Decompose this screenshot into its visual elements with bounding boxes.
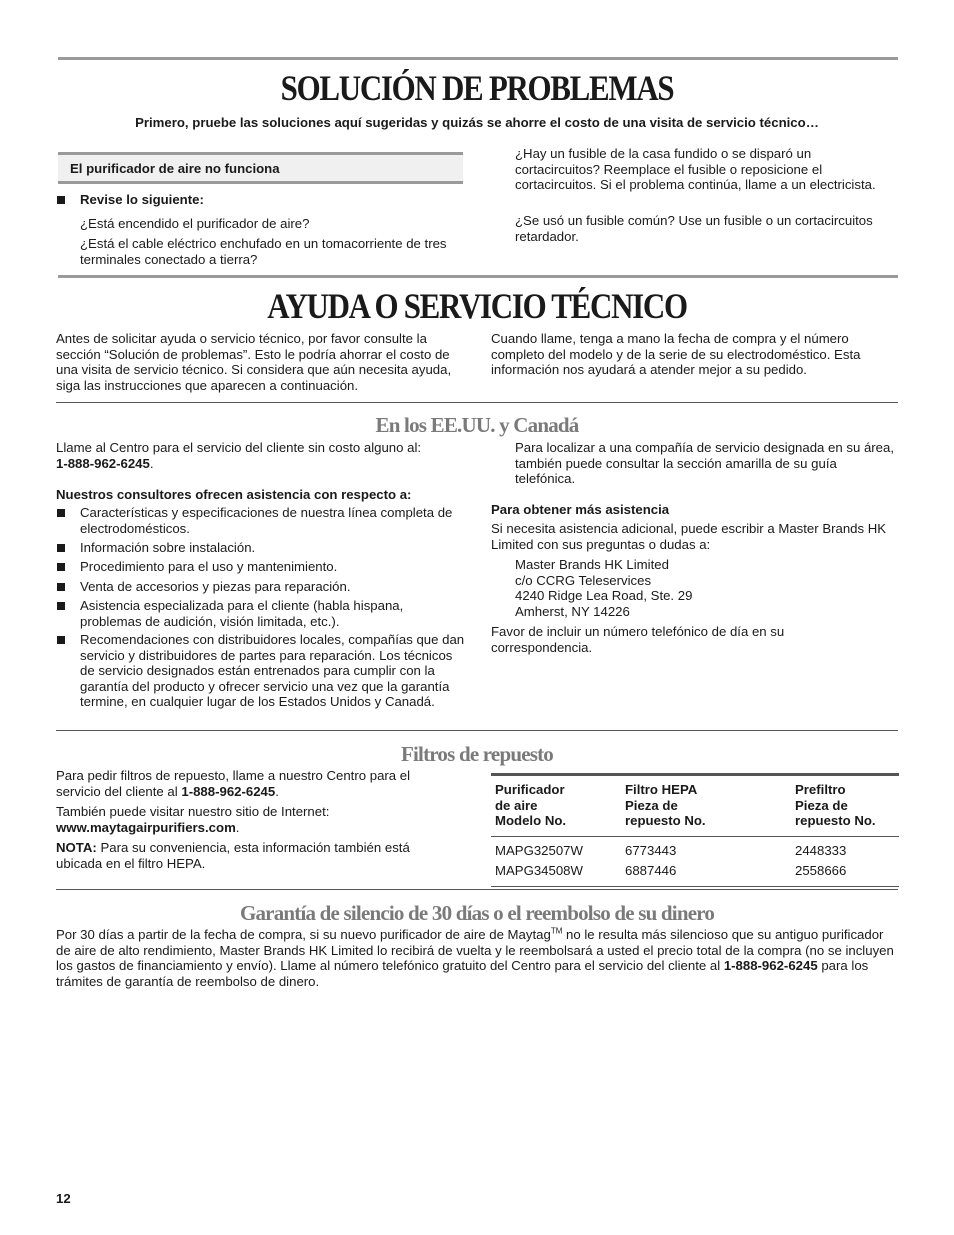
list-item-text: Información sobre instalación. (80, 540, 256, 555)
bullet-square (57, 583, 65, 591)
bullet-square (57, 196, 65, 204)
bullet-square (57, 509, 65, 517)
fuse-paragraph: ¿Hay un fusible de la casa fundido o se disparó un cortacircuitos? Reemplace el fusible o reposicione el cortacircuitos. Si el problema continúa, llame a un electricista. (515, 146, 876, 193)
header-hepa: Filtro HEPA Pieza de repuesto No. (625, 782, 706, 829)
call-center-text (56, 440, 466, 471)
section-rule (58, 275, 898, 278)
guarantee-text-part: Por 30 días a partir de la fecha de compra, si su nuevo purificador de aire de Maytag (56, 927, 551, 942)
trademark: TM (550, 926, 563, 936)
troubleshooting-title: SOLUCIÓN DE PROBLEMAS (280, 68, 674, 108)
guarantee-text-part: no le resulta más silencioso que su antiguo purificador de aire de alto rendimiento, Master Brands HK Limited lo recibirá de vuelta y le reembolsará a usted el precio total de la compra (no se incluyen los gastos de financiamiento y envío). Llame al número telefónico gratuito del Centro para el servicio del cliente al (56, 927, 894, 974)
phone-number: 1-888-962-6245 (56, 455, 150, 471)
bullet-square (57, 563, 65, 571)
guarantee-text-part: para los trámites de garantía de reembolso de dinero. (56, 958, 869, 989)
filters-order-text (56, 768, 456, 799)
more-help-text: Si necesita asistencia adicional, puede escribir a Master Brands HK Limited con sus preguntas o dudas a: (491, 521, 887, 552)
address-line: c/o CCRG Teleservices (515, 572, 652, 588)
usa-rule (56, 402, 898, 403)
problem-label: El purificador de aire no funciona (70, 161, 280, 176)
filters-heading: Filtros de repuesto (400, 742, 553, 766)
list-item-text: Asistencia especializada para el cliente (habla hispana, problemas de audición, visión limitada, etc.). (80, 598, 404, 629)
web-text: También puede visitar nuestro sitio de Internet: (56, 804, 330, 819)
daytime-phone-note: Favor de incluir un número telefónico de día en su correspondencia. (491, 624, 785, 655)
list-item-text: Características y especificaciones de nuestra línea completa de electrodomésticos. (80, 505, 453, 536)
consultants-heading: Nuestros consultores ofrecen asistencia con respecto a: (56, 487, 412, 502)
header-prefilter: Prefiltro Pieza de repuesto No. (795, 782, 876, 829)
note-label: NOTA: (56, 840, 97, 855)
call-text: Llame al Centro para el servicio del cliente sin costo alguno al: (56, 440, 422, 455)
troubleshooting-intro: Primero, pruebe las soluciones aquí sugeridas y quizás se ahorre el costo de una visita de servicio técnico… (135, 115, 819, 130)
list-item-text: Venta de accesorios y piezas para reparación. (80, 579, 351, 594)
guarantee-text (56, 927, 898, 989)
filters-note (56, 840, 456, 871)
service-intro-left: Antes de solicitar ayuda o servicio técnico, por favor consulte la sección “Solución de problemas”. Esto le podría ahorrar el costo de una visita de servicio técnico. Si considera que aún necesita ayuda, siga las instrucciones que aparecen a continuación. (56, 331, 452, 393)
check-item: ¿Está el cable eléctrico enchufado en un tomacorriente de tres terminales conectado a tierra? (80, 236, 447, 267)
table-cell: 6773443 (625, 842, 677, 858)
guarantee-rule (56, 889, 898, 890)
usa-canada-heading: En los EE.UU. y Canadá (375, 413, 579, 437)
bullet-square (57, 544, 65, 552)
website-period: . (235, 819, 240, 835)
service-intro-right: Cuando llame, tenga a mano la fecha de compra y el número completo del modelo y de la serie de su electrodoméstico. Esta información nos ayudará a atender mejor a su pedido. (491, 331, 861, 378)
table-cell: 6887446 (625, 863, 677, 879)
order-text: Para pedir filtros de repuesto, llame a nuestro Centro para el servicio del cliente al (56, 768, 411, 799)
filters-table (491, 773, 899, 887)
filters-rule (56, 730, 898, 731)
table-row (491, 861, 899, 886)
filters-phone: 1-888-962-6245 (181, 783, 276, 799)
table-cell: MAPG34508W (495, 863, 583, 879)
bullet-square (57, 636, 65, 644)
mailing-address (515, 557, 895, 619)
table-cell: 2558666 (795, 863, 847, 879)
phone-period: . (149, 455, 154, 471)
table-cell: 2448333 (795, 842, 847, 858)
problem-label-box (58, 152, 463, 184)
check-label: Revise lo siguiente: (80, 192, 204, 207)
guarantee-phone: 1-888-962-6245 (723, 958, 818, 974)
top-rule (58, 57, 898, 60)
page-number: 12 (56, 1191, 71, 1206)
yellow-pages-text: Para localizar a una compañía de servicio designada en su área, también puede consultar la sección amarilla de su guía telefónica. (515, 440, 895, 487)
table-cell: MAPG32507W (495, 842, 583, 858)
website-link[interactable]: www.maytagairpurifiers.com (56, 819, 236, 835)
fuse-type-paragraph: ¿Se usó un fusible común? Use un fusible o un cortacircuitos retardador. (515, 213, 873, 244)
filters-period: . (275, 783, 279, 799)
website-block (56, 804, 466, 835)
address-line: Master Brands HK Limited (515, 557, 669, 572)
list-item-text: Recomendaciones con distribuidores locales, compañías que dan servicio y distribuidores de partes para reparación. Los técnicos de servicio designados están entrenados para cumplir con la garantía del producto y ofrecer servicio una vez que la garantía termine, en cualquier lugar de los Estados Unidos y Canadá. (80, 632, 465, 710)
note-text: Para su conveniencia, esta información también está ubicada en el filtro HEPA. (56, 840, 410, 871)
guarantee-heading: Garantía de silencio de 30 días o el reembolso de su dinero (239, 901, 715, 925)
address-line: Amherst, NY 14226 (515, 603, 630, 619)
table-header-row (491, 775, 899, 837)
more-help-heading: Para obtener más asistencia (491, 502, 670, 517)
check-item: ¿Está encendido el purificador de aire? (80, 216, 310, 231)
list-item-text: Procedimiento para el uso y mantenimiento. (80, 559, 338, 574)
service-title: AYUDA O SERVICIO TÉCNICO (267, 286, 687, 326)
header-model: Purificador de aire Modelo No. (495, 782, 567, 829)
bullet-square (57, 602, 65, 610)
table-row (491, 836, 899, 861)
address-line: 4240 Ridge Lea Road, Ste. 29 (515, 588, 693, 604)
